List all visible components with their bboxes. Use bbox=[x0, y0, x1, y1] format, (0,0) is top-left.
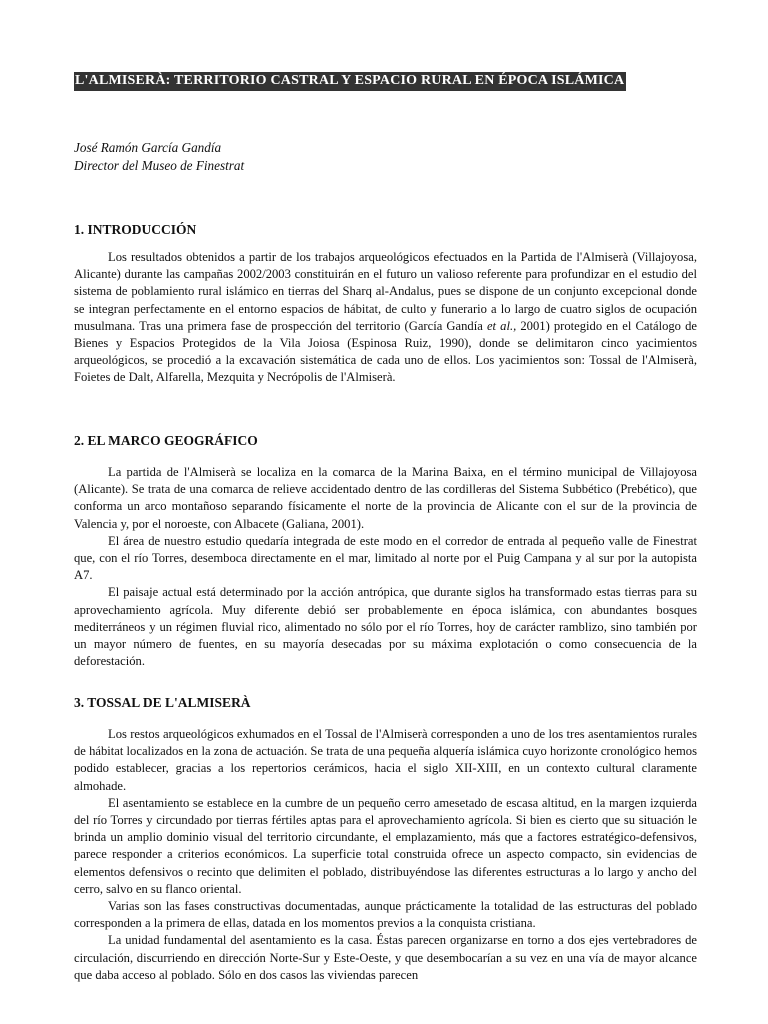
paragraph: El área de nuestro estudio quedaría integrada de este modo en el corredor de entrada al pequeño valle de Finestrat que, con el río Torres, desemboca directamente en el mar, limitado al norte por el Puig Campana y al sur por la autopista A7. bbox=[74, 533, 697, 583]
paragraph: La unidad fundamental del asentamiento es la casa. Éstas parecen organizarse en torno a dos ejes vertebradores de circulación, discurriendo en dirección Norte-Sur y Este-Oeste, y que desembocarían a su vez en una vía de mayor alcance que daba acceso al poblado. Sólo en dos casos las viviendas parecen bbox=[74, 933, 697, 982]
section-tossal-body bbox=[74, 726, 697, 984]
document-title: L'ALMISERÀ: TERRITORIO CASTRAL Y ESPACIO RURAL EN ÉPOCA ISLÁMICA bbox=[74, 72, 626, 91]
author-block bbox=[74, 139, 244, 175]
paragraph: Los resultados obtenidos a partir de los trabajos arqueológicos efectuados en la Partida de l'Almiserà (Villajoyosa, Alicante) durante las campañas 2002/2003 constituirán en el futuro un valioso referente para profundizar en el estudio del sistema de poblamiento rural islámico en tierras del Sharq al-Andalus, pues se dispone de un conjunto excepcional donde se integran perfectamente en el entorno espacios de hábitat, de culto y funerario a lo largo de cuatro siglos de ocupación musulmana. Tras una primera fase de prospección del territorio (García Gandía et al., 2001) protegido en el Catálogo de Bienes y Espacios Protegidos de la Vila Joiosa (Espinosa Ruiz, 1990), donde se delimitaron cinco yacimientos arqueológicos, se procedió a la excavación sistemática de cada uno de ellos. Los yacimientos son: Tossal de l'Almiserà, Foietes de Dalt, Alfarella, Mezquita y Necrópolis de l'Almiserà. bbox=[74, 250, 697, 385]
paragraph: El asentamiento se establece en la cumbre de un pequeño cerro amesetado de escasa altitud, en la margen izquierda del río Torres y circundado por tierras fértiles aptas para el aprovechamiento agrícola. Si bien es cierto que su situación le brinda un amplio dominio visual del territorio circundante, el emplazamiento, más que a factores estratégico-defensivos, parece responder a criterios económicos. La superficie total construida ofrece un aspecto compacto, sin evidencias de elementos defensivos o recinto que delimiten el poblado, distribuyéndose las diferentes estructuras a lo largo y ancho del cerro, salvo en su flanco oriental. bbox=[74, 795, 697, 896]
section-heading-tossal: 3. TOSSAL DE L'ALMISERÀ bbox=[74, 695, 251, 710]
paragraph: Los restos arqueológicos exhumados en el Tossal de l'Almiserà corresponden a uno de los tres asentamientos rurales de hábitat localizados en la zona de actuación. Se trata de una pequeña alquería islámica cuyo horizonte cronológico hemos podido establecer, gracias a los repertorios cerámicos, hacia el siglo XII-XIII, en un contexto cultural claramente almohade. bbox=[74, 727, 697, 793]
author-role: Director del Museo de Finestrat bbox=[74, 158, 245, 173]
section-introduccion-body bbox=[74, 249, 697, 387]
paragraph: La partida de l'Almiserà se localiza en la comarca de la Marina Baixa, en el término municipal de Villajoyosa (Alicante). Se trata de una comarca de relieve accidentado dentro de las cordilleras del Sistema Subbético (Prebético), que conforma un arco montañoso separando físicamente el norte de la provincia de Alicante con el sur de la provincia de Valencia y, por el noroeste, con Albacete (Galiana, 2001). bbox=[74, 465, 697, 531]
author-name: José Ramón García Gandía bbox=[74, 140, 222, 155]
section-marco-geografico-body bbox=[74, 464, 697, 670]
section-heading-marco-geografico: 2. EL MARCO GEOGRÁFICO bbox=[74, 433, 258, 448]
section-heading-introduccion: 1. INTRODUCCIÓN bbox=[74, 222, 197, 237]
paragraph: El paisaje actual está determinado por la acción antrópica, que durante siglos ha transformado estas tierras para su aprovechamiento agrícola. Muy diferente debió ser probablemente en época islámica, con abundantes bosques mediterráneos y un régimen fluvial rico, alimentado no sólo por el río Torres, hoy de carácter ramblizo, sino también por un mayor número de fuentes, en su mayoría desecadas por su máxima explotación o como consecuencia de la deforestación. bbox=[74, 585, 697, 669]
paragraph: Varias son las fases constructivas documentadas, aunque prácticamente la totalidad de las estructuras del poblado corresponden a la primera de ellas, datada en los momentos previos a la conquista cristiana. bbox=[74, 899, 697, 931]
